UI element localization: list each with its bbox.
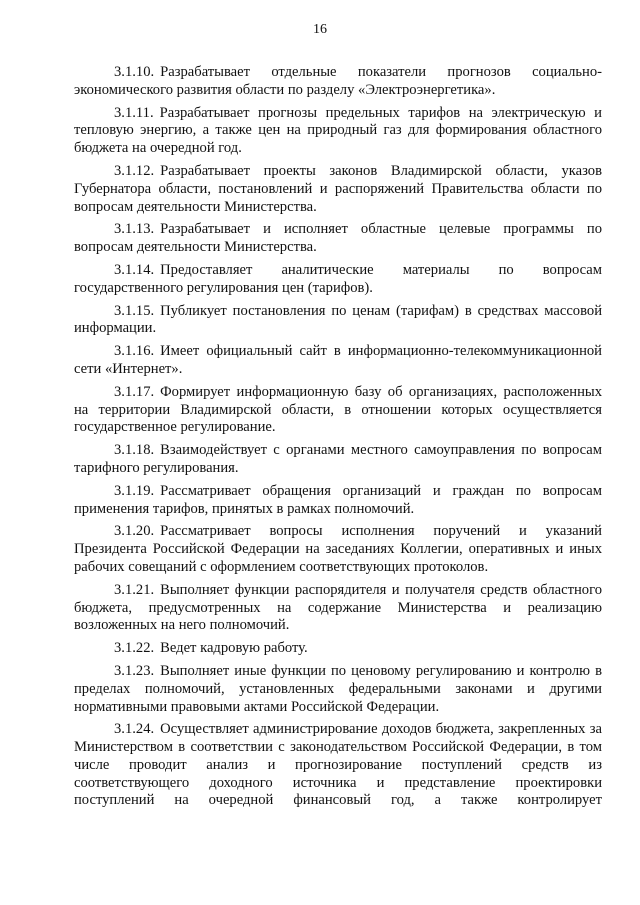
paragraph-number: 3.1.19.: [114, 482, 155, 499]
paragraph-number: 3.1.17.: [114, 383, 155, 400]
paragraph-number: 3.1.12.: [114, 162, 155, 179]
paragraph-3-1-13: [74, 221, 602, 257]
paragraph-3-1-14: [74, 262, 602, 298]
paragraph-3-1-10: [74, 64, 602, 100]
paragraph-number: 3.1.23.: [114, 662, 155, 679]
paragraph-3-1-22: [74, 640, 602, 658]
paragraph-number: 3.1.10.: [114, 64, 155, 80]
paragraph-number: 3.1.18.: [114, 442, 155, 459]
paragraph-text: Взаимодействует с органами местного самоуправления по вопросам тарифного регулирования.: [74, 442, 602, 476]
paragraph-3-1-20: [74, 523, 602, 576]
paragraph-3-1-16: [74, 343, 602, 379]
paragraph-text: Разрабатывает проекты законов Владимирской области, указов Губернатора области, постановлений и распоряжений Правительства области по вопросам деятельности Министерства.: [74, 162, 602, 215]
paragraph-number: 3.1.24.: [114, 721, 155, 738]
paragraph-3-1-15: [74, 303, 602, 339]
paragraph-text: Разрабатывает прогнозы предельных тарифов на электрическую и тепловую энергию, а также цен на природный газ для формирования областного бюджета на очередной год.: [74, 104, 602, 157]
paragraph-text: Имеет официальный сайт в информационно-телекоммуникационной сети «Интернет».: [74, 343, 602, 377]
paragraph-text: Рассматривает вопросы исполнения поручений и указаний Президента Российской Федерации на заседаниях Коллегии, оперативных и иных рабочих совещаний с оформлением соответствующих протоколов.: [74, 523, 602, 575]
paragraph-3-1-19: [74, 483, 602, 519]
paragraph-3-1-12: [74, 163, 602, 216]
paragraph-3-1-24: [74, 721, 602, 810]
paragraph-text: Формирует информационную базу об организациях, расположенных на территории Владимирской области, в отношении которых осуществляется государственное регулирование.: [74, 383, 602, 436]
paragraph-text: Выполняет функции распорядителя и получателя средств областного бюджета, предусмотренных на содержание Министерства и реализацию возложенных на него полномочий.: [74, 581, 602, 634]
paragraph-text: Разрабатывает и исполняет областные целевые программы по вопросам деятельности Министерства.: [74, 221, 602, 256]
paragraph-number: 3.1.22.: [114, 640, 155, 657]
paragraph-3-1-21: [74, 582, 602, 635]
paragraph-text: Выполняет иные функции по ценовому регулированию и контролю в пределах полномочий, установленных федеральными законами и другими нормативными правовыми актами Российской Федерации.: [74, 662, 602, 715]
paragraph-text: Публикует постановления по ценам (тарифам) в средствах массовой информации.: [74, 302, 602, 337]
paragraph-3-1-18: [74, 442, 602, 478]
paragraph-text: Рассматривает обращения организаций и граждан по вопросам применения тарифов, принятых в рамках полномочий.: [74, 482, 602, 517]
paragraph-number: 3.1.20.: [114, 523, 155, 540]
paragraph-number: 3.1.16.: [114, 343, 155, 360]
paragraph-3-1-17: [74, 384, 602, 437]
paragraph-3-1-11: [74, 105, 602, 158]
paragraph-text: Ведет кадровую работу.: [160, 640, 308, 657]
paragraph-3-1-23: [74, 663, 602, 716]
paragraph-number: 3.1.14.: [114, 261, 155, 278]
paragraph-number: 3.1.21.: [114, 581, 155, 598]
document-body: [74, 64, 602, 815]
paragraph-text: Предоставляет аналитические материалы по вопросам государственного регулирования цен (тарифов).: [74, 261, 602, 296]
paragraph-number: 3.1.11.: [114, 104, 154, 121]
paragraph-number: 3.1.13.: [114, 221, 155, 238]
paragraph-number: 3.1.15.: [114, 302, 155, 319]
paragraph-text: Осуществляет администрирование доходов бюджета, закрепленных за Министерством в соответствии с законодательством Российской Федерации, в том числе проводит анализ и прогнозирование поступлений средств из соответствующего доходного источника и представление проектировки поступлений на очередной финансовый год, а также контролирует: [74, 721, 602, 809]
paragraph-text: Разрабатывает отдельные показатели прогнозов социально-экономического развития области по разделу «Электроэнергетика».: [74, 64, 602, 98]
page-number: 16: [313, 22, 327, 37]
